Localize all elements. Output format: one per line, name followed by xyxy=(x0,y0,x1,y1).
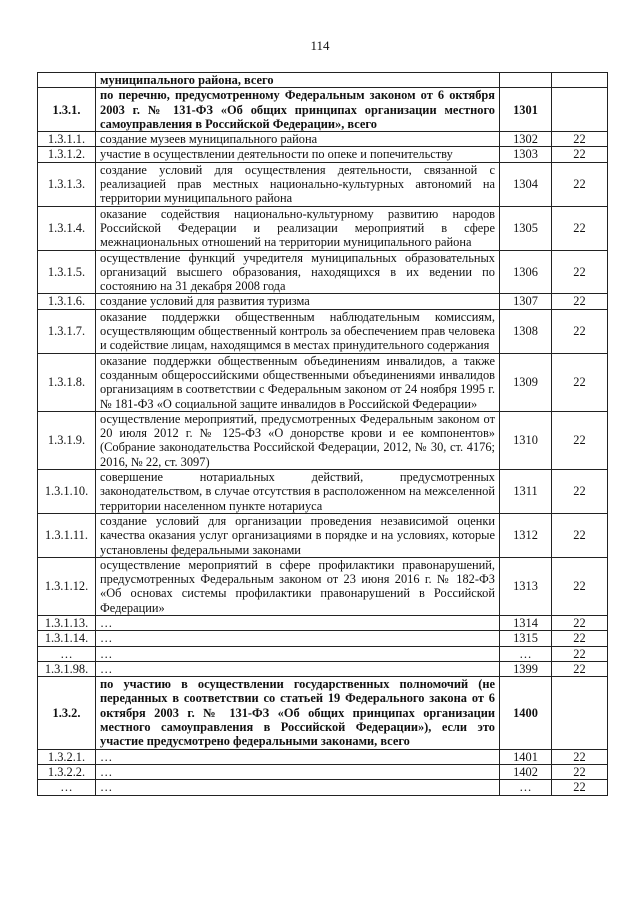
row-code: 1.3.1.98. xyxy=(38,661,96,676)
row-line-number xyxy=(500,73,552,88)
table-row xyxy=(38,557,608,615)
table-row xyxy=(38,470,608,514)
row-description: оказание содействия национально-культурному развитию народов Российской Федерации и реализации мероприятий в сфере межнациональных отношений на территории муниципального района xyxy=(96,206,500,250)
row-code: 1.3.2.2. xyxy=(38,764,96,779)
row-column-value: 22 xyxy=(552,132,608,147)
row-description: … xyxy=(96,661,500,676)
row-column-value: 22 xyxy=(552,147,608,162)
table-row xyxy=(38,661,608,676)
table-row xyxy=(38,646,608,661)
table-row xyxy=(38,411,608,469)
row-column-value: 22 xyxy=(552,780,608,795)
table-row xyxy=(38,677,608,749)
row-description: совершение нотариальных действий, предусмотренных законодательством, в случае отсутствия в расположенном на межселенной территории населенном пункте нотариуса xyxy=(96,470,500,514)
row-column-value: 22 xyxy=(552,470,608,514)
table-row xyxy=(38,206,608,250)
row-line-number: … xyxy=(500,780,552,795)
row-code: 1.3.1.12. xyxy=(38,557,96,615)
row-description: создание музеев муниципального района xyxy=(96,132,500,147)
table-row xyxy=(38,764,608,779)
row-column-value: 22 xyxy=(552,309,608,353)
row-description: создание условий для развития туризма xyxy=(96,294,500,309)
row-code: 1.3.1.1. xyxy=(38,132,96,147)
row-description: осуществление мероприятий в сфере профилактики правонарушений, предусмотренных Федеральным законом от 23 июня 2016 г. № 182-ФЗ «Об основах системы профилактики правонарушений в Российской Федерации» xyxy=(96,557,500,615)
row-description: участие в осуществлении деятельности по опеке и попечительству xyxy=(96,147,500,162)
row-code: 1.3.1.14. xyxy=(38,631,96,646)
row-description: … xyxy=(96,615,500,630)
row-description: по перечню, предусмотренному Федеральным законом от 6 октября 2003 г. № 131-ФЗ «Об общих принципах организации местного самоуправления в Российской Федерации», всего xyxy=(96,88,500,132)
row-line-number: … xyxy=(500,646,552,661)
table-row xyxy=(38,250,608,294)
row-code: 1.3.2. xyxy=(38,677,96,749)
row-column-value: 22 xyxy=(552,353,608,411)
row-line-number: 1308 xyxy=(500,309,552,353)
row-column-value: 22 xyxy=(552,631,608,646)
row-column-value: 22 xyxy=(552,661,608,676)
row-line-number: 1306 xyxy=(500,250,552,294)
row-line-number: 1399 xyxy=(500,661,552,676)
table-row xyxy=(38,513,608,557)
row-code: 1.3.1.3. xyxy=(38,162,96,206)
row-column-value: 22 xyxy=(552,206,608,250)
row-line-number: 1400 xyxy=(500,677,552,749)
table-row xyxy=(38,615,608,630)
row-description: создание условий для организации проведения независимой оценки качества оказания услуг организациями в порядке и на условиях, которые установлены федеральными законами xyxy=(96,513,500,557)
row-column-value: 22 xyxy=(552,646,608,661)
row-line-number: 1314 xyxy=(500,615,552,630)
row-description: оказание поддержки общественным наблюдательным комиссиям, осуществляющим общественный контроль за обеспечением прав человека и содействие лицам, находящимся в местах принудительного содержания xyxy=(96,309,500,353)
row-line-number: 1309 xyxy=(500,353,552,411)
table-row xyxy=(38,294,608,309)
table-body xyxy=(38,73,608,796)
row-column-value: 22 xyxy=(552,294,608,309)
row-code: 1.3.1.8. xyxy=(38,353,96,411)
row-column-value: 22 xyxy=(552,615,608,630)
row-column-value: 22 xyxy=(552,764,608,779)
row-line-number: 1301 xyxy=(500,88,552,132)
table-row xyxy=(38,162,608,206)
row-line-number: 1311 xyxy=(500,470,552,514)
row-description: … xyxy=(96,764,500,779)
row-code: … xyxy=(38,646,96,661)
row-code: 1.3.1.13. xyxy=(38,615,96,630)
row-column-value: 22 xyxy=(552,250,608,294)
table-row xyxy=(38,147,608,162)
row-code: 1.3.1.2. xyxy=(38,147,96,162)
row-column-value: 22 xyxy=(552,411,608,469)
row-line-number: 1303 xyxy=(500,147,552,162)
row-column-value: 22 xyxy=(552,557,608,615)
row-code: 1.3.1.5. xyxy=(38,250,96,294)
table-row xyxy=(38,780,608,795)
row-description: … xyxy=(96,631,500,646)
table-row xyxy=(38,73,608,88)
page-number: 114 xyxy=(310,38,330,53)
row-line-number: 1402 xyxy=(500,764,552,779)
row-line-number: 1302 xyxy=(500,132,552,147)
table-row xyxy=(38,353,608,411)
row-column-value: 22 xyxy=(552,513,608,557)
row-code: 1.3.1.9. xyxy=(38,411,96,469)
table-row xyxy=(38,132,608,147)
row-description: создание условий для осуществления деятельности, связанной с реализацией прав местных национально-культурных автономий на территории муниципального района xyxy=(96,162,500,206)
row-line-number: 1312 xyxy=(500,513,552,557)
row-description: … xyxy=(96,749,500,764)
row-column-value xyxy=(552,677,608,749)
row-line-number: 1305 xyxy=(500,206,552,250)
row-description: осуществление мероприятий, предусмотренных Федеральным законом от 20 июля 2012 г. № 125-ФЗ «О донорстве крови и ее компонентов» (Собрание законодательства Российской Федерации, 2012, № 30, ст. 4176; 2016, № 22, ст. 3097) xyxy=(96,411,500,469)
row-code xyxy=(38,73,96,88)
row-column-value: 22 xyxy=(552,162,608,206)
row-description: … xyxy=(96,780,500,795)
row-code: 1.3.1.6. xyxy=(38,294,96,309)
row-code: 1.3.1.10. xyxy=(38,470,96,514)
row-code: 1.3.1. xyxy=(38,88,96,132)
row-code: 1.3.2.1. xyxy=(38,749,96,764)
row-description: осуществление функций учредителя муниципальных образовательных организаций высшего образования, находящихся в их ведении по состоянию на 31 декабря 2008 года xyxy=(96,250,500,294)
table-row xyxy=(38,88,608,132)
row-code: 1.3.1.4. xyxy=(38,206,96,250)
row-code: … xyxy=(38,780,96,795)
table-row xyxy=(38,749,608,764)
table-row xyxy=(38,309,608,353)
row-description: оказание поддержки общественным объединениям инвалидов, а также созданным общероссийскими общественными объединениями инвалидов организациям в соответствии с Федеральным законом от 24 ноября 1995 г. № 181-ФЗ «О социальной защите инвалидов в Российской Федерации» xyxy=(96,353,500,411)
row-line-number: 1307 xyxy=(500,294,552,309)
row-line-number: 1310 xyxy=(500,411,552,469)
row-description: муниципального района, всего xyxy=(96,73,500,88)
row-line-number: 1315 xyxy=(500,631,552,646)
row-line-number: 1304 xyxy=(500,162,552,206)
row-code: 1.3.1.7. xyxy=(38,309,96,353)
row-column-value xyxy=(552,88,608,132)
row-description: по участию в осуществлении государственных полномочий (не переданных в соответствии со статьей 19 Федерального закона от 6 октября 2003 г. № 131-ФЗ «Об общих принципах организации местного самоуправления в Российской Федерации»), если это участие предусмотрено федеральными законами, всего xyxy=(96,677,500,749)
row-line-number: 1313 xyxy=(500,557,552,615)
row-column-value: 22 xyxy=(552,749,608,764)
row-line-number: 1401 xyxy=(500,749,552,764)
row-code: 1.3.1.11. xyxy=(38,513,96,557)
row-description: … xyxy=(96,646,500,661)
document-table xyxy=(37,72,608,796)
row-column-value xyxy=(552,73,608,88)
table-row xyxy=(38,631,608,646)
